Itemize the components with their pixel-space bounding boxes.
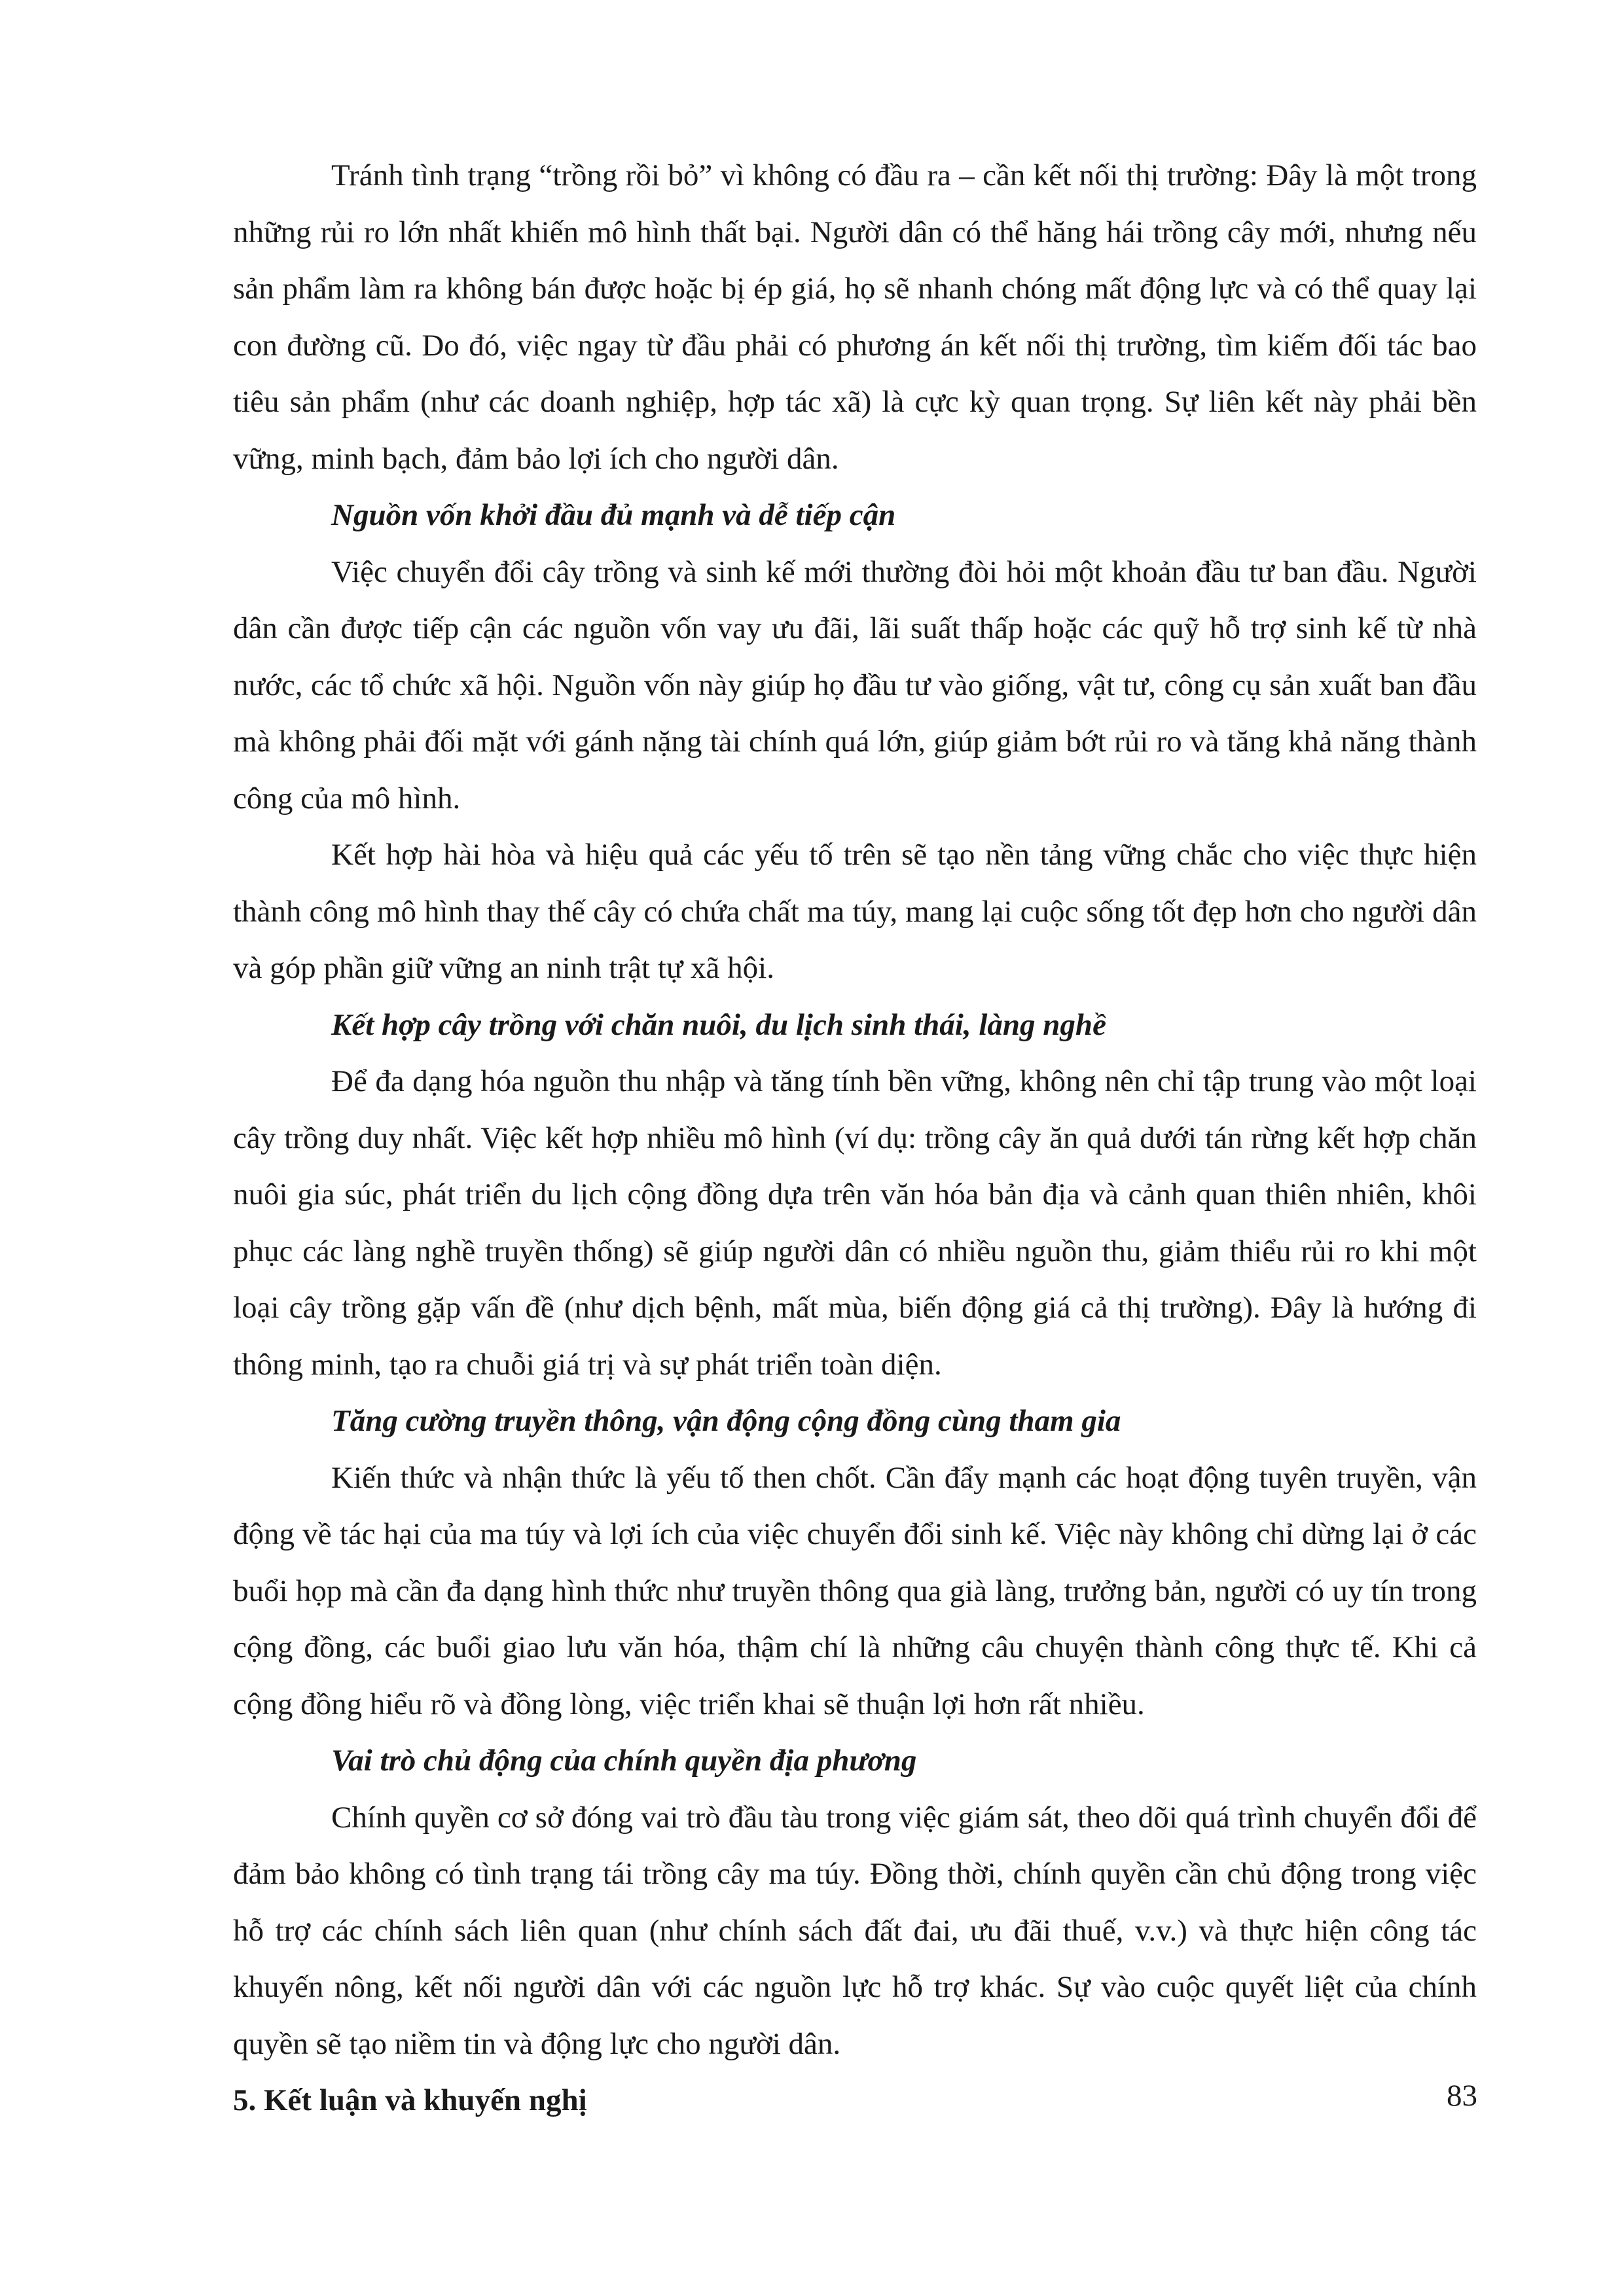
paragraph-startup-capital: Việc chuyển đổi cây trồng và sinh kế mới thường đòi hỏi một khoản đầu tư ban đầu. Người dân cần được tiếp cận các nguồn vốn vay ưu đãi, lãi suất thấp hoặc các quỹ hỗ trợ sinh kế từ nhà nước, các tổ chức xã hội. Nguồn vốn này giúp họ đầu tư vào giống, vật tư, công cụ sản xuất ban đầu mà không phải đối mặt với gánh nặng tài chính quá lớn, giúp giảm bớt rủi ro và tăng khả năng thành công của mô hình. (233, 554, 1477, 816)
paragraph-communication: Kiến thức và nhận thức là yếu tố then chốt. Cần đẩy mạnh các hoạt động tuyên truyền, vận động về tác hại của ma túy và lợi ích của việc chuyển đổi sinh kế. Việc này không chỉ dừng lại ở các buổi họp mà cần đa dạng hình thức như truyền thông qua già làng, trưởng bản, người có uy tín trong cộng đồng, các buổi giao lưu văn hóa, thậm chí là những câu chuyện thành công thực tế. Khi cả cộng đồng hiểu rõ và đồng lòng, việc triển khai sẽ thuận lợi hơn rất nhiều. (233, 1460, 1477, 1721)
section-heading-conclusion: 5. Kết luận và khuyến nghị (233, 2083, 587, 2117)
subheading-communication: Tăng cường truyền thông, vận động cộng đồng cùng tham gia (331, 1404, 1121, 1438)
paragraph-harmonious-combination: Kết hợp hài hòa và hiệu quả các yếu tố trên sẽ tạo nền tảng vững chắc cho việc thực hiện thành công mô hình thay thế cây có chứa chất ma túy, mang lại cuộc sống tốt đẹp hơn cho người dân và góp phần giữ vững an ninh trật tự xã hội. (233, 838, 1477, 985)
subheading-startup-capital: Nguồn vốn khởi đầu đủ mạnh và dễ tiếp cận (331, 498, 896, 532)
document-page (233, 147, 1477, 2129)
subheading-local-government: Vai trò chủ động của chính quyền địa phương (331, 1744, 917, 1778)
paragraph-market-connection: Tránh tình trạng “trồng rồi bỏ” vì không có đầu ra – cần kết nối thị trường: Đây là một trong những rủi ro lớn nhất khiến mô hình thất bại. Người dân có thể hăng hái trồng cây mới, nhưng nếu sản phẩm làm ra không bán được hoặc bị ép giá, họ sẽ nhanh chóng mất động lực và có thể quay lại con đường cũ. Do đó, việc ngay từ đầu phải có phương án kết nối thị trường, tìm kiếm đối tác bao tiêu sản phẩm (như các doanh nghiệp, hợp tác xã) là cực kỳ quan trọng. Sự liên kết này phải bền vững, minh bạch, đảm bảo lợi ích cho người dân. (233, 158, 1477, 476)
paragraph-combine-livestock-tourism: Để đa dạng hóa nguồn thu nhập và tăng tính bền vững, không nên chỉ tập trung vào một loại cây trồng duy nhất. Việc kết hợp nhiều mô hình (ví dụ: trồng cây ăn quả dưới tán rừng kết hợp chăn nuôi gia súc, phát triển du lịch cộng đồng dựa trên văn hóa bản địa và cảnh quan thiên nhiên, khôi phục các làng nghề truyền thống) sẽ giúp người dân có nhiều nguồn thu, giảm thiểu rủi ro khi một loại cây trồng gặp vấn đề (như dịch bệnh, mất mùa, biến động giá cả thị trường). Đây là hướng đi thông minh, tạo ra chuỗi giá trị và sự phát triển toàn diện. (233, 1064, 1477, 1382)
page-number: 83 (1447, 2079, 1477, 2113)
subheading-combine-livestock-tourism: Kết hợp cây trồng với chăn nuôi, du lịch sinh thái, làng nghề (331, 1007, 1106, 1042)
paragraph-local-government: Chính quyền cơ sở đóng vai trò đầu tàu trong việc giám sát, theo dõi quá trình chuyển đổi để đảm bảo không có tình trạng tái trồng cây ma túy. Đồng thời, chính quyền cần chủ động trong việc hỗ trợ các chính sách liên quan (như chính sách đất đai, ưu đãi thuế, v.v.) và thực hiện công tác khuyến nông, kết nối người dân với các nguồn lực hỗ trợ khác. Sự vào cuộc quyết liệt của chính quyền sẽ tạo niềm tin và động lực cho người dân. (233, 1800, 1477, 2061)
